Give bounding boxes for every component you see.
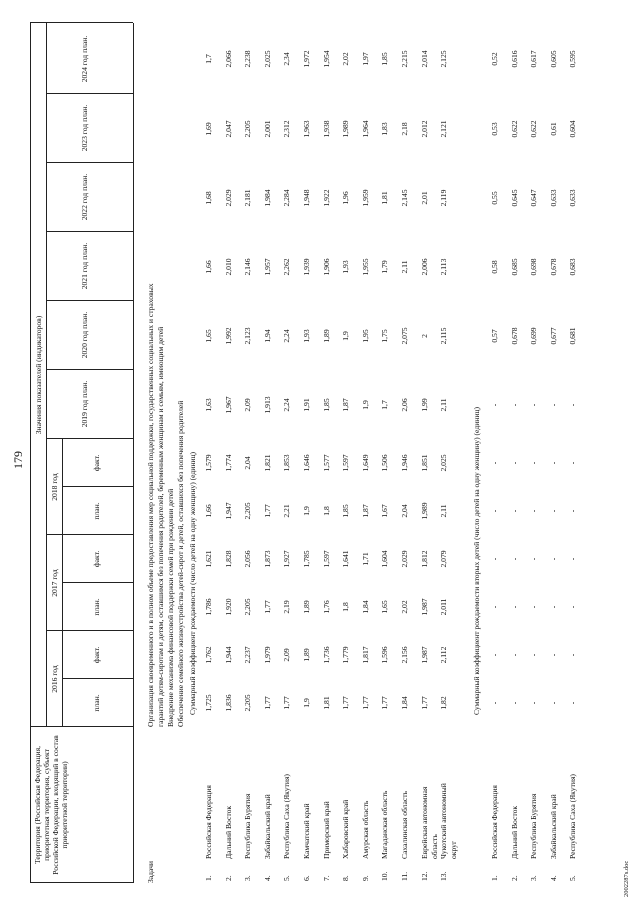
table-cell: 2,025 [439,454,449,472]
table-cell: 1,63 [204,398,213,412]
table-cell: 1,939 [302,258,311,276]
table-cell: 1,77 [341,696,351,710]
table-cell: 1,82 [439,696,449,710]
table-cell: 1,84 [360,600,370,614]
table-cell: 1,920 [223,598,233,616]
table-cell: 2,113 [439,258,449,276]
table-cell: 1,7 [204,54,213,64]
table-cell: 0,605 [548,50,558,68]
task-line: Внедрение механизма финансовой поддержки семей при рождении детей [166,488,175,727]
table-cell: 1,71 [360,552,370,566]
table-cell: 2,012 [419,120,429,138]
table-cell: 2,047 [223,120,233,138]
table-cell: 1,979 [262,646,272,664]
table-cell: - [490,701,499,705]
table-cell: 2,04 [243,456,253,470]
row-number: 4. [548,875,558,881]
year-2018-header: 2018 год [50,473,59,501]
table-cell: 2,284 [282,189,292,207]
territory-name: Магаданская область [380,790,390,859]
territory-name: Амурская область [360,800,370,859]
task-line: Организация своевременного и в полном объеме предоставления мер социальной поддержки, государственных социальных и страховых [146,283,155,727]
table-cell: 0,633 [568,189,578,207]
table-cell: 1,9 [302,698,311,708]
table-cell: - [529,461,539,465]
row-number: 1. [490,875,499,881]
table-cell: 1,853 [282,454,292,472]
table-cell: 2,312 [282,120,292,138]
table-cell: 2,09 [243,398,253,412]
row-number: 1. [204,875,213,881]
table-cell: 1,641 [341,550,351,568]
row-number: 2. [223,875,233,881]
table-cell: - [568,403,578,407]
table-cell: 1,604 [380,550,390,568]
table-cell: 1,947 [223,502,233,520]
table-cell: - [568,701,578,705]
table-cell: 2,21 [282,504,292,518]
table-cell: 1,984 [262,189,272,207]
table-cell: 0,633 [548,189,558,207]
table-cell: 1,779 [341,646,351,664]
table-cell: 1,84 [400,696,409,710]
table-cell: 1,597 [341,454,351,472]
table-cell: 1,9 [302,506,311,516]
row-number: 3. [243,875,253,881]
row-number: 11. [400,871,409,881]
territory-name: Еврейская автономная [419,786,429,859]
table-cell: - [490,653,499,657]
territory-name: Чукотский автономный [439,783,449,859]
table-cell: 1,83 [380,122,390,136]
table-cell: 1,77 [360,696,370,710]
table-cell: 1,65 [204,329,213,343]
table-cell: - [509,701,519,705]
plan-header: план. [92,694,101,712]
table-cell: 2,18 [400,122,409,136]
plan-year-header: 2019 год план. [80,380,89,428]
table-cell: 1,967 [223,396,233,414]
plan-header: план. [92,598,101,616]
territory-name: Республика Бурятия [529,793,539,859]
table-cell: 1,989 [419,502,429,520]
table-cell: 2,156 [400,646,409,664]
table-cell: 0,622 [529,120,539,138]
row-number: 4. [262,875,272,881]
table-cell: 2,262 [282,258,292,276]
table-cell: 2,238 [243,50,253,68]
table-cell: 0,595 [568,50,578,68]
table-cell: 2,011 [439,598,449,616]
table-cell: 1,81 [321,696,331,710]
table-cell: - [568,557,578,561]
table-cell: 2,205 [243,598,253,616]
table-cell: 0,678 [548,258,558,276]
table-cell: 2,014 [419,50,429,68]
section-title: Суммарный коэффициент рождаемости вторых детей (число детей на одну женщину) (единиц) [472,407,481,715]
territory-name: Сахалинская область [400,791,409,859]
row-number: 12. [419,871,429,881]
table-cell: 1,873 [262,550,272,568]
table-cell: 1,77 [262,504,272,518]
table-cell: 1,77 [380,696,390,710]
table-cell: 2,04 [400,504,409,518]
table-cell: - [509,605,519,609]
table-cell: 1,81 [380,191,390,205]
table-cell: - [490,461,499,465]
table-cell: 1,77 [419,696,429,710]
table-cell: - [529,557,539,561]
table-cell: 0,683 [568,258,578,276]
table-cell: - [509,509,519,513]
territory-name-cont: округ [449,840,459,859]
table-cell: 1,992 [223,327,233,345]
territory-name: Республика Бурятия [243,793,253,859]
table-cell: 1,8 [321,506,331,516]
table-cell: 2,025 [262,50,272,68]
table-cell: 1,77 [282,696,292,710]
territory-name: Республика Саха (Якутия) [282,774,292,859]
table-cell: 2,01 [419,191,429,205]
table-cell: 1,95 [360,329,370,343]
table-cell: 2,205 [243,502,253,520]
table-cell: 2,145 [400,189,409,207]
table-cell: 1,579 [204,454,213,472]
table-cell: 1,957 [262,258,272,276]
table-cell: 2,066 [223,50,233,68]
table-cell: 2,237 [243,646,253,664]
table-cell: 1,725 [204,694,213,712]
table-cell: 2,19 [282,600,292,614]
table-cell: 1,66 [204,260,213,274]
table-cell: 1,836 [223,694,233,712]
table-cell: 2,205 [243,120,253,138]
section-title: Суммарный коэффициент рождаемости (число детей на одну женщину) (единиц) [188,451,197,715]
territory-name: Забайкальский край [548,794,558,859]
table-cell: 1,79 [380,260,390,274]
table-cell: 0,698 [529,258,539,276]
table-cell: 1,76 [321,600,331,614]
table-cell: 0,645 [509,189,519,207]
table-cell: - [529,701,539,705]
year-2017-header: 2017 год [50,569,59,597]
table-cell: 1,506 [380,454,390,472]
table-cell: - [568,605,578,609]
table-cell: 2 [419,334,429,338]
table-cell: 1,66 [204,504,213,518]
table-cell: 0,685 [509,258,519,276]
plan-year-header: 2020 год план. [80,311,89,359]
table-cell: 1,963 [302,120,311,138]
table-cell: 1,762 [204,646,213,664]
year-2016-header: 2016 год [50,665,59,693]
table-cell: 0,55 [490,191,499,205]
table-cell: - [529,653,539,657]
table-cell: 2,02 [400,600,409,614]
table-cell: 1,85 [380,52,390,66]
table-cell: 1,922 [321,189,331,207]
table-cell: 1,972 [302,50,311,68]
table-cell: 1,646 [302,454,311,472]
table-cell: 1,817 [360,646,370,664]
table-cell: 2,029 [223,189,233,207]
table-cell: 2,075 [400,327,409,345]
table-cell: 1,94 [262,329,272,343]
table-cell: 0,61 [548,122,558,136]
table-cell: 1,596 [380,646,390,664]
fact-header: факт. [92,550,101,568]
table-cell: - [568,461,578,465]
table-cell: 1,65 [380,600,390,614]
table-cell: 2,125 [439,50,449,68]
table-cell: 1,828 [223,550,233,568]
table-cell: 1,7 [380,400,390,410]
row-number: 9. [360,875,370,881]
table-cell: 1,85 [341,504,351,518]
table-cell: 2,34 [282,52,292,66]
table-cell: 1,597 [321,550,331,568]
table-cell: 1,91 [302,398,311,412]
row-number: 6. [302,875,311,881]
table-cell: 2,11 [400,260,409,274]
table-cell: 2,24 [282,329,292,343]
table-cell: 2,181 [243,189,253,207]
row-number: 3. [529,875,539,881]
table-cell: 1,906 [321,258,331,276]
table-cell: 1,577 [321,454,331,472]
plan-year-header: 2023 год план. [80,104,89,152]
plan-year-header: 2021 год план. [80,242,89,290]
plan-year-header: 2022 год план. [80,173,89,221]
indicators-header: Значения показателей (индикаторов) [34,315,43,435]
table-cell: 1,85 [321,398,331,412]
table-cell: - [509,403,519,407]
table-cell: 1,736 [321,646,331,664]
table-cell: 1,67 [380,504,390,518]
table-cell: 1,69 [204,122,213,136]
territory-name: Хабаровский край [341,799,351,859]
table-cell: 2,205 [243,694,253,712]
row-number: 7. [321,875,331,881]
table-cell: 1,774 [223,454,233,472]
row-number: 10. [380,871,390,881]
table-cell: 1,77 [262,696,272,710]
table-cell: 0,681 [568,327,578,345]
table-cell: - [529,509,539,513]
table-cell: 0,53 [490,122,499,136]
table-cell: 2,24 [282,398,292,412]
table-cell: 2,123 [243,327,253,345]
table-cell: 1,938 [321,120,331,138]
table-cell: 1,87 [360,504,370,518]
table-cell: 2,079 [439,550,449,568]
table-cell: - [548,403,558,407]
table-cell: 0,678 [509,327,519,345]
table-cell: 1,75 [380,329,390,343]
task-line: Обеспечение семейного жизнеустройства детей-сирот и детей, оставшихся без попечения родителей [176,400,185,727]
table-cell: 1,89 [302,600,311,614]
table-cell: - [548,509,558,513]
table-cell: - [509,557,519,561]
table-cell: 1,9 [341,331,351,341]
table-cell: 1,93 [302,329,311,343]
table-cell: 2,056 [243,550,253,568]
table-cell: 1,89 [302,648,311,662]
table-cell: 1,87 [341,398,351,412]
table-cell: - [509,653,519,657]
territory-name: Российская Федерация [204,785,213,859]
table-cell: 0,57 [490,329,499,343]
table-cell: 1,77 [262,600,272,614]
table-cell: 1,812 [419,550,429,568]
table-cell: 1,97 [360,52,370,66]
table-cell: - [490,557,499,561]
table-cell: 1,621 [204,550,213,568]
table-cell: 0,622 [509,120,519,138]
table-cell: 1,959 [360,189,370,207]
table-cell: 2,11 [439,504,449,518]
plan-header: план. [92,502,101,520]
table-cell: - [548,653,558,657]
territory-name: Российская Федерация [490,785,499,859]
table-cell: 1,68 [204,191,213,205]
row-number: 2. [509,875,519,881]
table-cell: 0,647 [529,189,539,207]
fact-header: факт. [92,454,101,472]
table-cell: 1,96 [341,191,351,205]
table-cell: 0,52 [490,52,499,66]
table-cell: 1,955 [360,258,370,276]
table-cell: 1,93 [341,260,351,274]
table-cell: - [568,509,578,513]
table-cell: 1,944 [223,646,233,664]
fact-header: факт. [92,646,101,664]
table-cell: 2,119 [439,189,449,207]
table-cell: 2,112 [439,646,449,664]
table-cell: - [490,509,499,513]
table-cell: 1,989 [341,120,351,138]
task-line: гарантий детям-сиротам и детям, оставшимся без попечения родителей, беременным женщинам и семьям, имеющим детей [156,326,165,727]
territory-name: Приморский край [321,801,331,859]
table-cell: 2,11 [439,398,449,412]
table-cell: - [548,557,558,561]
table-cell: 2,001 [262,120,272,138]
table-cell: 1,948 [302,189,311,207]
table-cell: 1,927 [282,550,292,568]
table-cell: - [548,461,558,465]
table-cell: 2,09 [282,648,292,662]
table-cell: - [548,605,558,609]
table-cell: 1,786 [204,598,213,616]
table-cell: 1,964 [360,120,370,138]
table-cell: 1,9 [360,400,370,410]
table-cell: 1,987 [419,646,429,664]
table-cell: - [509,461,519,465]
table-cell: 0,616 [509,50,519,68]
table-cell: 0,617 [529,50,539,68]
footer-code: 2002287s.doc [623,860,630,897]
table-cell: 0,699 [529,327,539,345]
table-cell: 1,8 [341,602,351,612]
table-cell: 0,677 [548,327,558,345]
table-cell: 2,06 [400,398,409,412]
row-number: 8. [341,875,351,881]
territory-name: Камчатский край [302,803,311,859]
tasks-label: Задачи [146,861,155,883]
table-cell: 1,89 [321,329,331,343]
table-cell: 1,99 [419,398,429,412]
table-cell: 2,006 [419,258,429,276]
page-number: 179 [11,451,25,469]
table-cell: 2,146 [243,258,253,276]
territory-name: Дальний Восток [223,805,233,859]
table-cell: 1,851 [419,454,429,472]
table-cell: 1,954 [321,50,331,68]
territory-name: Республика Саха (Якутия) [568,774,578,859]
table-cell: 2,010 [223,258,233,276]
table-cell: 1,785 [302,550,311,568]
table-cell: 2,115 [439,327,449,345]
territory-name-cont: область [429,834,439,859]
table-cell: - [548,701,558,705]
territory-name: Дальний Восток [509,805,519,859]
territory-header: Территория (Российская Федерация, приоритетная территория, субъект Российской Федерации, входящий в состав приоритетной территории) [33,735,69,875]
table-cell: 1,913 [262,396,272,414]
table-cell: 1,946 [400,454,409,472]
territory-name: Забайкальский край [262,794,272,859]
table-cell: 0,604 [568,120,578,138]
row-number: 13. [439,871,449,881]
table-cell: - [490,605,499,609]
table-cell: - [529,605,539,609]
table-cell: 2,215 [400,50,409,68]
table-cell: 0,58 [490,260,499,274]
plan-year-header: 2024 год план. [80,35,89,83]
table-cell: 2,029 [400,550,409,568]
table-cell: 1,649 [360,454,370,472]
table-cell: 2,02 [341,52,351,66]
row-number: 5. [282,875,292,881]
table-cell: 1,987 [419,598,429,616]
table-cell: 2,121 [439,120,449,138]
row-number: 5. [568,875,578,881]
table-cell: - [568,653,578,657]
table-cell: - [490,403,499,407]
table-cell: - [529,403,539,407]
table-cell: 1,821 [262,454,272,472]
